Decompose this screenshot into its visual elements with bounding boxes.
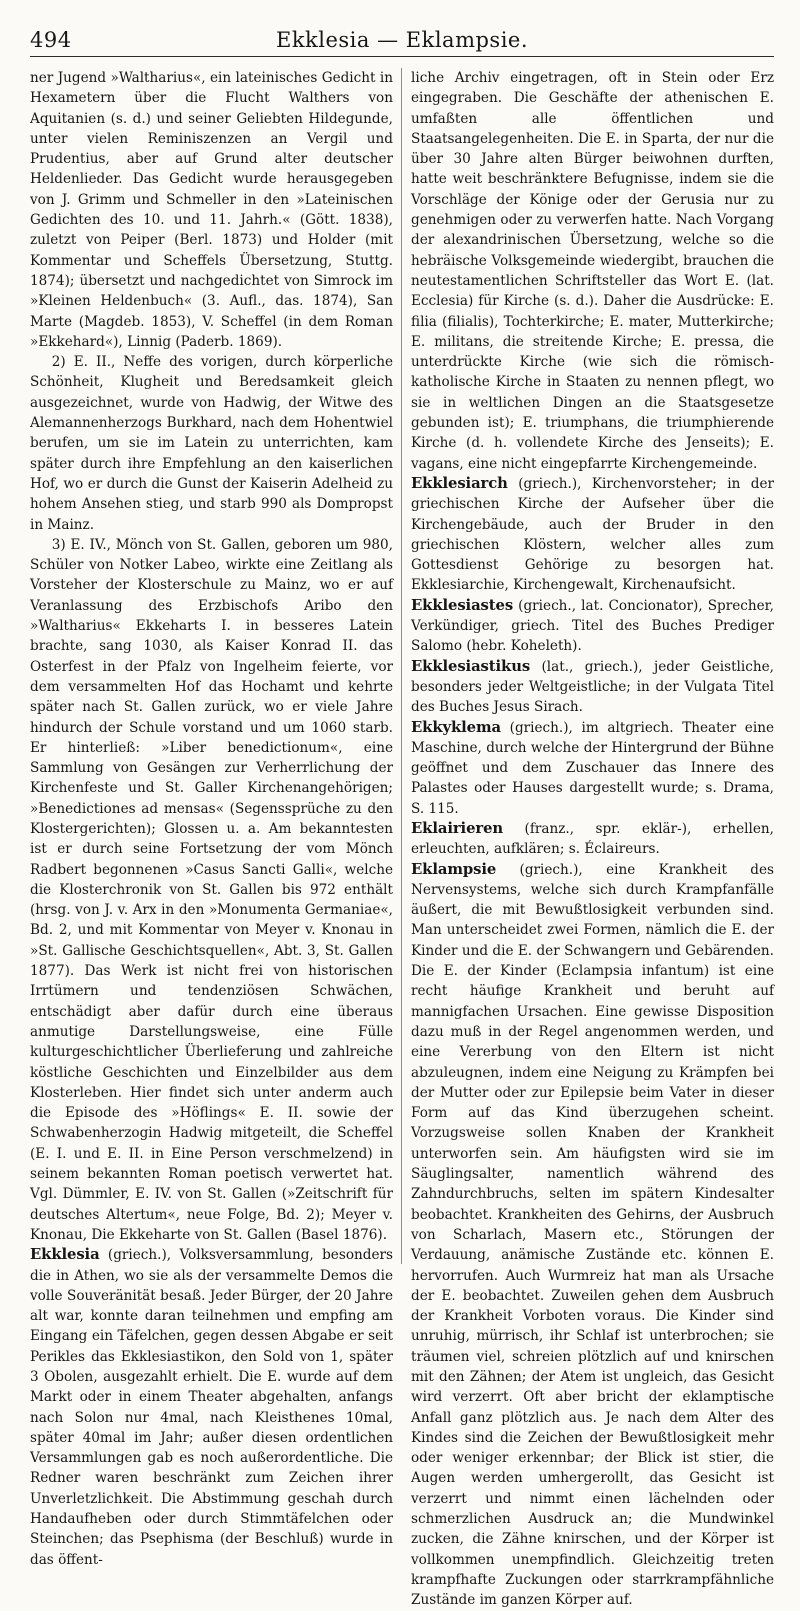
entry-headword: Ekklesiastes	[411, 596, 514, 614]
entry-headword: Eklampsie	[411, 860, 497, 878]
paragraph: 2) E. II., Neffe des vorigen, durch körperliche Schönheit, Klugheit und Beredsamkeit gleich ausgezeichnet, wurde von Hadwig, der Witwe des Alemannenherzogs Burkhard, nach dem Hohentwiel berufen, um sie im Latein zu unterrichten, kam später durch ihre Empfehlung an den kaiserlichen Hof, wo er durch die Gunst der Kaiserin Adelheid zu hohem Ansehen stieg, und starb 990 als Dompropst in Mainz.	[30, 354, 393, 533]
page-header	[30, 22, 774, 57]
entry-headword: Eklairieren	[411, 819, 504, 837]
dictionary-entry	[411, 657, 774, 718]
paragraph: ner Jugend »Waltharius«, ein lateinisches Gedicht in Hexametern über die Flucht Walthers von Aquitanien (s. d.) und seiner Geliebten Hildegunde, unter vielen Reminiszenzen an Vergil und Prudentius, aber auf Grund alter deutscher Heldenlieder. Das Gedicht wurde herausgegeben von J. Grimm und Schmeller in den »Lateinischen Gedichten des 10. und 11. Jahrh.« (Gött. 1838), zuletzt von Peiper (Berl. 1873) und Holder (mit Kommentar und Scheffels Übersetzung, Stuttg. 1874); übersetzt und nachgedichtet von Simrock im »Kleinen Heldenbuch« (3. Aufl., das. 1874), San Marte (Magdeb. 1853), V. Scheffel (in dem Roman »Ekkehard«), Linnig (Paderb. 1869).	[30, 70, 393, 350]
dictionary-entry	[411, 596, 774, 657]
entry-headword: Ekklesia	[30, 1246, 100, 1264]
running-head: Ekklesia — Eklampsie.	[275, 28, 529, 52]
entry-text: (griech., lat. Concionator), Sprecher, Verkündiger, griech. Titel des Buches Prediger Salomo (hebr. Koheleth).	[411, 597, 774, 655]
dictionary-entry	[30, 1245, 393, 1570]
entry-text: (griech.), Kirchenvorsteher; in der griechischen Kirche der Aufseher über die Kirchengebäude, auch der Bruder in den griechischen Klöstern, welcher alles zum Gottesdienst Gehörige zu besorgen hat. Ekklesiarchie, Kirchengewalt, Kirchenaufsicht.	[411, 475, 774, 594]
entry-headword: Ekklesiarch	[411, 474, 508, 492]
entry-text: (griech.), Volksversammlung, besonders die in Athen, wo sie als der versammelte Demos die volle Souveränität besaß. Jeder Bürger, der 20 Jahre alt war, konnte daran teilnehmen und empfing am Eingang ein Täfelchen, gegen dessen Abgabe er seit Perikles das Ekklesiastikon, den Sold von 1, später 3 Obolen, ausgezahlt erhielt. Die E. wurde auf dem Markt oder in einem Theater abgehalten, anfangs nach Solon nur 4mal, nach Kleisthenes 10mal, später 40mal im Jahr; außer diesen ordentlichen Versammlungen gab es noch außerordentliche. Die Redner waren beschränkt zum Zeichen ihrer Unverletzlichkeit. Die Abstimmung geschah durch Handaufheben oder durch Stimmtäfelchen oder Steinchen; das Psephisma (der Beschluß) wurde in das öffent-	[30, 1247, 393, 1568]
entry-text: (lat., griech.), jeder Geistliche, besonders jeder Weltgeistliche; in der Vulgata Titel des Buches Jesus Sirach.	[411, 658, 774, 716]
column-divider	[401, 68, 402, 1264]
dictionary-entry	[411, 819, 774, 860]
text-columns	[30, 68, 774, 1609]
paragraph: 3) E. IV., Mönch von St. Gallen, geboren um 980, Schüler von Notker Labeo, wirkte eine Zeitlang als Vorsteher der Klosterschule zu Mainz, wo er auf Veranlassung des Erzbischofs Aribo den »Waltharius« Ekkeharts I. in besseres Latein brachte, sang 1030, als Kaiser Konrad II. das Osterfest in der Pfalz von Ingelheim feierte, vor dem versammelten Hof das Hochamt und kehrte später nach St. Gallen zurück, wo er viele Jahre hindurch der Schule vorstand und um 1060 starb. Er hinterließ: »Liber benedictionum«, eine Sammlung von Gesängen zur Verherrlichung der Kirchenfeste und St. Galler Kirchenangehörigen; »Benedictiones ad mensas« (Segenssprüche zu den Klostergerichten); Glossen u. a. Am bekanntesten ist er durch seine Fortsetzung der vom Mönch Radbert begonnenen »Casus Sancti Galli«, welche die Klosterchronik von St. Gallen bis 972 enthält (hrsg. von J. v. Arx in den »Monumenta Germaniae«, Bd. 2, und mit Kommentar von Meyer v. Knonau in »St. Gallische Geschichtsquellen«, Abt. 3, St. Gallen 1877). Das Werk ist nicht frei von historischen Irrtümern und tendenziösen Schwächen, entschädigt aber dafür durch eine überaus anmutige Darstellungsweise, eine Fülle kulturgeschichtlicher Überlieferung und zahlreiche köstliche Geschichten und Einzelbilder aus dem Klosterleben. Hier findet sich unter anderm auch die Episode des »Höflings« E. II. sowie der Schwabenherzogin Hadwig mitgeteilt, die Scheffel (E. I. und E. II. in Eine Person verschmelzend) in seinem bekannten Roman poetisch verwertet hat. Vgl. Dümmler, E. IV. von St. Gallen (»Zeitschrift für deutsches Altertum«, neue Folge, Bd. 2); Meyer v. Knonau, Die Ekkeharte von St. Gallen (Basel 1876).	[30, 536, 393, 1243]
page-number: 494	[30, 28, 72, 52]
dictionary-entry	[411, 860, 774, 1611]
dictionary-entry	[411, 474, 774, 596]
entry-text: (griech.), im altgriech. Theater eine Maschine, durch welche der Hintergrund der Bühne geöffnet und dem Zuschauer das Innere des Palastes oder Hauses dargestellt wurde; s. Drama, S. 115.	[411, 719, 774, 817]
entry-headword: Ekkyklema	[411, 718, 502, 736]
entry-text: (griech.), eine Krankheit des Nervensystems, welche sich durch Krampfanfälle äußert, die mit Bewußtlosigkeit verbunden sind. Man unterscheidet zwei Formen, nämlich die E. der Kinder und die E. der Schwangern und Gebärenden. Die E. der Kinder (Eclampsia infantum) ist eine recht häufige Krankheit und beruht auf mannigfachen Ursachen. Eine gewisse Disposition dazu muß in der Regel angenommen werden, und eine Vererbung von den Eltern ist nicht abzuleugnen, indem eine Neigung zu Krämpfen bei der Mutter oder zur Epilepsie beim Vater in dieser Form auf das Kind überzugehen scheint. Vorzugsweise sollen Knaben der Krankheit unterworfen sein. Am häufigsten wird sie im Säuglingsalter, namentlich während des Zahndurchbruchs, selten im spätern Kindesalter beobachtet. Krankheiten des Gehirns, der Ausbruch von Scharlach, Masern etc., Störungen der Verdauung, anämische Zustände etc. können E. hervorrufen. Auch Wurmreiz hat man als Ursache der E. beobachtet. Zuweilen gehen dem Ausbruch der Krankheit Vorboten voraus. Die Kinder sind unruhig, mürrisch, ihr Schlaf ist unterbrochen; sie träumen viel, schreien plötzlich auf und knirschen mit den Zähnen; der Atem ist ungleich, das Gesicht wird verzerrt. Oft aber bricht der eklamptische Anfall ganz plötzlich aus. Je nach dem Alter des Kindes sind die Zeichen der Bewußtlosigkeit mehr oder weniger erkennbar; der Blick ist stier, die Augen werden umhergerollt, das Gesicht ist verzerrt und nimmt einen lächelnden oder schmerzlichen Ausdruck an; die Mundwinkel zucken, die Zähne knirschen, und der Körper ist vollkommen unempfindlich. Gleichzeitig treten krampfhafte Zuckungen oder starrkrampfähnliche Zustände im ganzen Körper auf.	[411, 861, 774, 1609]
right-column	[411, 68, 774, 1609]
entry-text: (franz., spr. eklär-), erhellen, erleuchten, aufklären; s. Éclaireurs.	[411, 820, 774, 858]
left-column	[30, 68, 393, 1568]
entry-headword: Ekklesiastikus	[411, 657, 531, 675]
dictionary-entry	[411, 718, 774, 819]
paragraph: liche Archiv eingetragen, oft in Stein oder Erz eingegraben. Die Geschäfte der athenischen E. umfaßten alle öffentlichen und Staatsangelegenheiten. Die E. in Sparta, der nur die über 30 Jahre alten Bürger beiwohnen durften, hatte weit beschränktere Befugnisse, indem sie die Vorschläge der Könige oder der Gerusia nur zu genehmigen oder zu verwerfen hatte. Nach Vorgang der alexandrinischen Übersetzung, welche so die hebräische Volksgemeinde wiedergibt, brauchen die neutestamentlichen Schriftsteller das Wort E. (lat. Ecclesia) für Kirche (s. d.). Daher die Ausdrücke: E. filia (filialis), Tochterkirche; E. mater, Mutterkirche; E. militans, die streitende Kirche; E. pressa, die unterdrückte Kirche (wie sich die römisch-katholische Kirche in Staaten zu nennen pflegt, wo sie in weltlichen Dingen an die Staatsgesetze gebunden ist); E. triumphans, die triumphierende Kirche (d. h. vollendete Kirche des Jenseits); E. vagans, eine nicht eingepfarrte Kirchengemeinde.	[411, 70, 774, 472]
